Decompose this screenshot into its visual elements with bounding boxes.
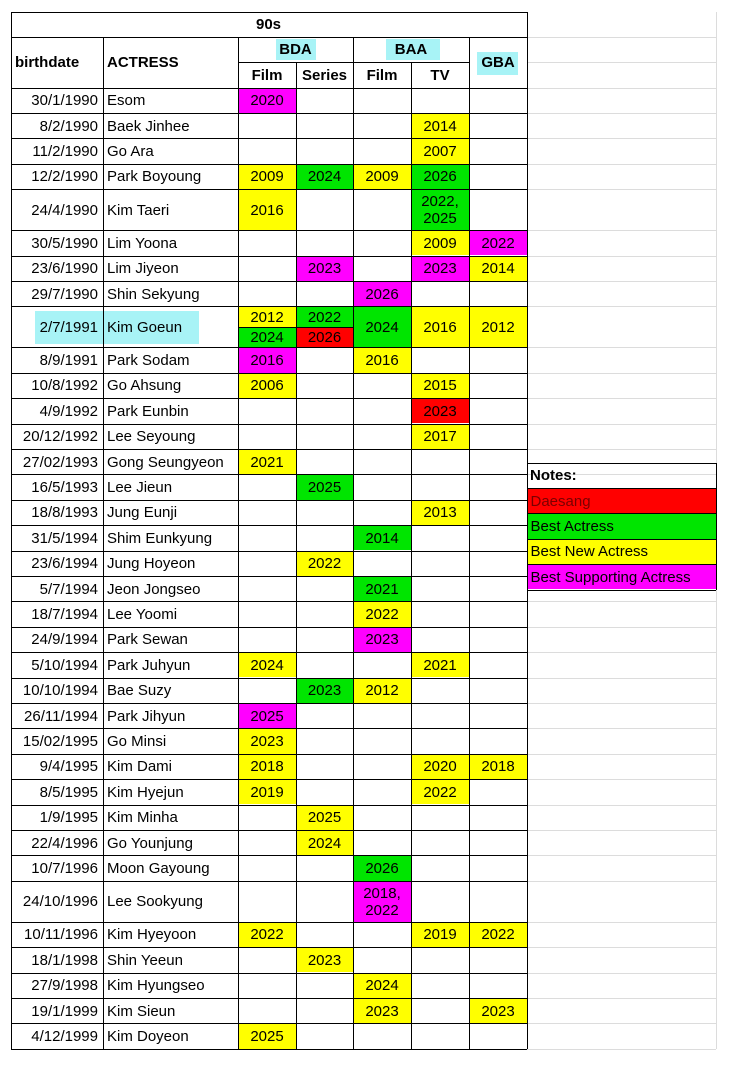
birthdate-cell: 11/2/1990 [32, 142, 98, 160]
row-border [11, 805, 527, 806]
legend-item-daesang: Daesang [528, 489, 716, 513]
birthdate-cell: 18/1/1998 [31, 951, 98, 969]
notes-title: Notes: [530, 467, 577, 485]
birthdate-cell: 5/7/1994 [39, 580, 98, 598]
row-border [11, 728, 527, 729]
actress-name-cell: Lee Yoomi [107, 605, 178, 623]
row-border [11, 189, 527, 190]
sheet-gridline [527, 881, 716, 882]
actress-name-cell: Lim Jiyeon [107, 260, 179, 278]
award-cell-baa-film: 2016 [354, 348, 411, 372]
actress-name-cell: Jung Eunji [107, 504, 178, 522]
award-cell-gba: 2012 [470, 307, 527, 347]
award-cell-bda-film: 2022 [239, 923, 296, 947]
header-baa: BAA [394, 41, 428, 58]
award-cell-bda-film: 2016 [239, 190, 296, 230]
sheet-gridline [527, 830, 716, 831]
award-cell-baa-tv: 2022 [412, 780, 469, 804]
birthdate-cell: 8/2/1990 [39, 117, 98, 135]
column-border [353, 37, 354, 1049]
row-border [11, 922, 527, 923]
award-cell-baa-film: 2022 [354, 602, 411, 626]
birthdate-cell: 8/5/1995 [39, 783, 98, 801]
award-cell-bda-series: 2025 [297, 475, 353, 499]
actress-name-cell: Park Juhyun [107, 656, 191, 674]
notes-border [527, 513, 716, 514]
award-cell-baa-tv: 2017 [412, 425, 469, 449]
award-cell-bda-film: 2012 [239, 307, 296, 327]
row-border [11, 113, 527, 114]
sheet-gridline [527, 779, 716, 780]
actress-name-cell: Kim Dami [107, 758, 173, 776]
actress-name-cell: Shin Sekyung [107, 285, 200, 303]
row-border [11, 474, 527, 475]
birthdate-cell: 15/02/1995 [22, 732, 98, 750]
actress-name-cell: Lee Jieun [107, 478, 173, 496]
sheet-gridline [527, 281, 716, 282]
birthdate-cell: 20/12/1992 [22, 428, 98, 446]
row-border [11, 164, 527, 165]
birthdate-cell: 24/10/1996 [22, 893, 98, 911]
birthdate-cell: 12/2/1990 [31, 168, 98, 186]
award-cell-gba: 2014 [470, 257, 527, 281]
actress-name-cell: Bae Suzy [107, 682, 172, 700]
actress-name-cell: Park Eunbin [107, 402, 189, 420]
birthdate-cell: 8/9/1991 [39, 351, 98, 369]
award-cell-baa-tv: 2022, 2025 [412, 190, 469, 230]
birthdate-cell: 24/9/1994 [31, 631, 98, 649]
award-cell-bda-series: 2025 [297, 806, 353, 830]
header-birthdate: birthdate [15, 54, 80, 71]
sheet-gridline [527, 113, 716, 114]
birthdate-cell: 4/12/1999 [31, 1027, 98, 1045]
award-cell-bda-series: 2024 [297, 165, 353, 189]
notes-border [527, 564, 716, 565]
table-top-border [11, 12, 527, 13]
sheet-gridline [527, 728, 716, 729]
award-cell-bda-series: 2023 [297, 257, 353, 281]
award-cell-baa-tv: 2020 [412, 755, 469, 779]
column-border [296, 62, 297, 1049]
subheader-divider [238, 62, 469, 63]
actress-name-cell: Go Ara [107, 142, 154, 160]
birthdate-cell: 27/9/1998 [31, 977, 98, 995]
award-cell-gba: 2022 [470, 923, 527, 947]
birthdate-cell: 18/8/1993 [31, 504, 98, 522]
row-border [11, 998, 527, 999]
award-cell-baa-film: 2026 [354, 856, 411, 880]
award-cell-gba: 2018 [470, 755, 527, 779]
sheet-gridline [527, 805, 716, 806]
actress-name-cell: Gong Seungyeon [107, 453, 224, 471]
award-cell-bda-film: 2019 [239, 780, 296, 804]
row-border [11, 973, 527, 974]
header-gba: GBA [481, 54, 515, 71]
sheet-gridline [527, 1023, 716, 1024]
birthdate-cell: 10/11/1996 [24, 926, 98, 944]
sheet-gridline [527, 973, 716, 974]
column-border [103, 37, 104, 1049]
birthdate-cell: 19/1/1999 [31, 1002, 98, 1020]
actress-name-cell: Park Boyoung [107, 168, 202, 186]
header-bda: BDA [279, 41, 312, 58]
actress-name-cell: Moon Gayoung [107, 859, 210, 877]
actress-name-cell: Park Sodam [107, 351, 190, 369]
row-border [11, 138, 527, 139]
award-cell-baa-film: 2009 [354, 165, 411, 189]
sheet-gridline [527, 678, 716, 679]
row-border [11, 678, 527, 679]
sheet-gridline [527, 398, 716, 399]
row-border [11, 424, 527, 425]
actress-name-cell: Go Ahsung [107, 377, 182, 395]
sheet-gridline [527, 424, 716, 425]
birthdate-cell: 22/4/1996 [31, 834, 98, 852]
actress-name-cell: Shim Eunkyung [107, 529, 213, 547]
award-cell-bda-series: 2026 [297, 328, 353, 348]
row-border [11, 449, 527, 450]
actress-name-cell: Lee Seyoung [107, 428, 196, 446]
notes-border [527, 488, 716, 489]
row-border [11, 703, 527, 704]
actress-name-cell: Kim Taeri [107, 201, 170, 219]
award-cell-bda-film: 2023 [239, 729, 296, 753]
award-cell-baa-film: 2021 [354, 577, 411, 601]
award-cell-bda-film: 2016 [239, 348, 296, 372]
notes-border [527, 539, 716, 540]
award-cell-bda-film: 2021 [239, 450, 296, 474]
sheet-gridline [527, 62, 716, 63]
award-cell-baa-tv: 2019 [412, 923, 469, 947]
birthdate-cell: 18/7/1994 [31, 605, 98, 623]
birthdate-cell: 5/10/1994 [31, 656, 98, 674]
actress-name-cell: Park Sewan [107, 631, 188, 649]
award-cell-bda-film: 2018 [239, 755, 296, 779]
award-cell-baa-film: 2024 [354, 307, 411, 347]
actress-name-cell: Kim Goeun [107, 318, 183, 336]
birthdate-cell: 27/02/1993 [22, 453, 98, 471]
actress-name-cell: Jung Hoyeon [107, 555, 196, 573]
actress-name-cell: Kim Minha [107, 809, 178, 827]
award-cell-bda-series: 2023 [297, 948, 353, 972]
row-border [11, 576, 527, 577]
birthdate-cell: 23/6/1994 [31, 555, 98, 573]
birthdate-cell: 4/9/1992 [39, 402, 98, 420]
row-border [11, 652, 527, 653]
row-border [11, 779, 527, 780]
birthdate-cell: 29/7/1990 [31, 285, 98, 303]
sheet-gridline [527, 1049, 716, 1050]
award-cell-bda-series: 2022 [297, 552, 353, 576]
row-border [11, 306, 527, 307]
legend-item-best-actress: Best Actress [528, 514, 716, 538]
notes-border [527, 590, 716, 591]
award-cell-bda-series: 2024 [297, 831, 353, 855]
actress-name-cell: Park Jihyun [107, 707, 186, 725]
row-border [11, 1023, 527, 1024]
row-border [11, 601, 527, 602]
row-border [11, 281, 527, 282]
award-cell-baa-tv: 2026 [412, 165, 469, 189]
award-cell-baa-film: 2023 [354, 999, 411, 1023]
actress-name-cell: Lim Yoona [107, 234, 178, 252]
award-cell-baa-film: 2012 [354, 679, 411, 703]
birthdate-cell: 26/11/1994 [24, 707, 98, 725]
sheet-gridline [527, 138, 716, 139]
table-left-border [11, 12, 12, 1049]
row-border [11, 500, 527, 501]
sheet-gridline [527, 601, 716, 602]
award-cell-bda-film: 2024 [239, 328, 296, 348]
column-border [411, 62, 412, 1049]
award-cell-baa-tv: 2015 [412, 374, 469, 398]
subheader-film2: Film [366, 66, 398, 84]
sheet-gridline [527, 922, 716, 923]
row-border [11, 1049, 527, 1050]
award-cell-baa-tv: 2014 [412, 114, 469, 138]
row-border [11, 347, 527, 348]
actress-name-cell: Jeon Jongseo [107, 580, 201, 598]
notes-border [716, 463, 717, 590]
actress-name-cell: Kim Hyeyoon [107, 926, 197, 944]
row-border [11, 551, 527, 552]
birthdate-cell: 30/5/1990 [31, 234, 98, 252]
award-cell-baa-tv: 2023 [412, 399, 469, 423]
row-border [11, 525, 527, 526]
award-cell-bda-film: 2024 [239, 653, 296, 677]
actress-name-cell: Go Minsi [107, 732, 167, 750]
header-divider [11, 37, 527, 38]
award-cell-bda-film: 2006 [239, 374, 296, 398]
award-cell-baa-film: 2026 [354, 282, 411, 306]
sheet-gridline [527, 256, 716, 257]
row-border [11, 398, 527, 399]
sheet-gridline [527, 373, 716, 374]
award-cell-baa-film: 2018, 2022 [354, 882, 411, 922]
award-cell-baa-tv: 2016 [412, 307, 469, 347]
sheet-gridline [527, 347, 716, 348]
award-cell-baa-tv: 2009 [412, 231, 469, 255]
sheet-gridline [527, 449, 716, 450]
sheet-gridline [527, 855, 716, 856]
award-cell-bda-film: 2009 [239, 165, 296, 189]
birthdate-cell: 9/4/1995 [39, 758, 98, 776]
actress-name-cell: Kim Doyeon [107, 1027, 189, 1045]
award-cell-bda-film: 2020 [239, 89, 296, 113]
birthdate-cell: 16/5/1993 [31, 478, 98, 496]
row-border [11, 256, 527, 257]
actress-name-cell: Kim Hyungseo [107, 977, 205, 995]
sheet-gridline [527, 189, 716, 190]
award-cell-gba: 2022 [470, 231, 527, 255]
subheader-film: Film [251, 66, 283, 84]
row-border [11, 947, 527, 948]
birthdate-cell: 10/7/1996 [31, 859, 98, 877]
birthdate-cell: 10/8/1992 [31, 377, 98, 395]
sheet-gridline [527, 947, 716, 948]
sheet-gridline [527, 652, 716, 653]
birthdate-cell: 10/10/1994 [22, 682, 98, 700]
row-border [11, 373, 527, 374]
actress-name-cell: Go Younjung [107, 834, 193, 852]
award-cell-bda-series: 2023 [297, 679, 353, 703]
row-border [11, 754, 527, 755]
award-cell-baa-tv: 2023 [412, 257, 469, 281]
actress-name-cell: Lee Sookyung [107, 893, 203, 911]
header-actress: ACTRESS [107, 54, 179, 71]
award-cell-baa-tv: 2021 [412, 653, 469, 677]
table-title: 90s [256, 16, 282, 33]
birthdate-cell: 23/6/1990 [31, 260, 98, 278]
sheet-gridline [527, 37, 716, 38]
subheader-series: Series [301, 66, 348, 84]
sheet-gridline [527, 88, 716, 89]
award-cell-baa-tv: 2007 [412, 139, 469, 163]
birthdate-cell: 30/1/1990 [31, 92, 98, 110]
column-border [469, 37, 470, 1049]
row-border [11, 881, 527, 882]
actress-name-cell: Esom [107, 92, 146, 110]
legend-item-best-supporting-actress: Best Supporting Actress [528, 565, 716, 589]
notes-border [527, 463, 716, 464]
header-bottom-border [11, 88, 527, 89]
award-cell-baa-film: 2023 [354, 628, 411, 652]
subheader-tv: TV [430, 66, 450, 84]
row-border [11, 855, 527, 856]
award-cell-bda-series: 2022 [297, 307, 353, 327]
sheet-gridline [527, 754, 716, 755]
birthdate-cell: 31/5/1994 [31, 529, 98, 547]
column-border [238, 37, 239, 1049]
sheet-gridline [527, 306, 716, 307]
award-cell-baa-film: 2024 [354, 974, 411, 998]
award-cell-baa-film: 2014 [354, 526, 411, 550]
actress-name-cell: Baek Jinhee [107, 117, 190, 135]
sheet-gridline [527, 703, 716, 704]
birthdate-cell: 1/9/1995 [39, 809, 98, 827]
award-cell-bda-film: 2025 [239, 704, 296, 728]
sheet-gridline [527, 230, 716, 231]
row-border [11, 830, 527, 831]
award-cell-baa-tv: 2013 [412, 501, 469, 525]
birthdate-cell: 24/4/1990 [31, 201, 98, 219]
sheet-gridline [527, 627, 716, 628]
row-border [11, 230, 527, 231]
award-cell-gba: 2023 [470, 999, 527, 1023]
actress-name-cell: Kim Hyejun [107, 783, 184, 801]
sheet-gridline [527, 998, 716, 999]
birthdate-cell: 2/7/1991 [39, 318, 98, 336]
row-border [11, 627, 527, 628]
actress-name-cell: Kim Sieun [107, 1002, 176, 1020]
legend-item-best-new-actress: Best New Actress [528, 540, 716, 564]
notes-border [527, 463, 528, 590]
actress-name-cell: Shin Yeeun [107, 951, 183, 969]
sheet-gridline [527, 164, 716, 165]
award-cell-bda-film: 2025 [239, 1024, 296, 1048]
